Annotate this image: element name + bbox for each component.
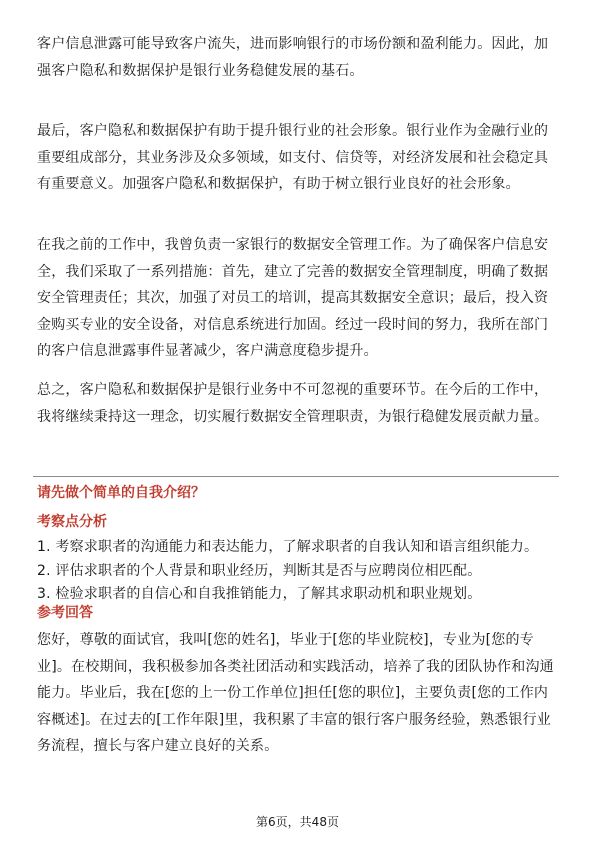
- analysis-item: 2. 评估求职者的个人背景和职业经历，判断其是否与应聘岗位相匹配。: [37, 562, 482, 579]
- answer-text: 您好，尊敬的面试官，我叫[您的姓名]，毕业于[您的毕业院校]，专业为[您的专 业]。在校期间，我积极参加各类社团活动和实践活动，培养了我的团队协作和沟通 能力。毕业后，我在[您的上一份工作单位]担任[您的职位]，主要负责[您的工作内 容概述]。在过去的[工作年限]里，我积累了丰富的银行客户服务经验，熟悉银行业 务流程，擅长与客户建立良好的关系。: [37, 632, 554, 754]
- page-number-footer: 第6页，共48页: [256, 815, 339, 829]
- body-paragraph-2: 最后，客户隐私和数据保护有助于提升银行业的社会形象。银行业作为金融行业的 重要组成部分，其业务涉及众多领域，如支付、信贷等，对经济发展和社会稳定具 有重要意义。加强客户隐私和数据保护，有助于树立银行业良好的社会形象。: [37, 123, 549, 192]
- analysis-list: [37, 536, 559, 607]
- interview-question: 请先做个简单的自我介绍？: [37, 485, 205, 501]
- body-paragraph-3: 在我之前的工作中，我曾负责一家银行的数据安全管理工作。为了确保客户信息安 全，我们采取了一系列措施：首先，建立了完善的数据安全管理制度，明确了数据 安全管理责任；其次，加强了对员工的培训，提高其数据安全意识；最后，投入资 金购买专业的安全设备，对信息系统进行加固。经过一段时间的努力，我所在部门 的客户信息泄露事件显著减少，客户满意度稳步提升。: [37, 237, 549, 359]
- section-divider: [33, 476, 559, 477]
- body-paragraph-4: 总之，客户隐私和数据保护是银行业务中不可忽视的重要环节。在今后的工作中， 我将继续秉持这一理念，切实履行数据安全管理职责，为银行稳健发展贡献力量。: [37, 382, 549, 425]
- analysis-item: 3. 检验求职者的自信心和自我推销能力，了解其求职动机和职业规划。: [37, 586, 482, 602]
- analysis-item: 1. 考察求职者的沟通能力和表达能力，了解求职者的自我认知和语言组织能力。: [37, 539, 539, 555]
- analysis-heading: 考察点分析: [37, 514, 107, 530]
- answer-heading: 参考回答: [37, 605, 93, 621]
- body-paragraph-1: 客户信息泄露可能导致客户流失，进而影响银行的市场份额和盈利能力。因此，加 强客户隐私和数据保护是银行业务稳健发展的基石。: [37, 36, 549, 79]
